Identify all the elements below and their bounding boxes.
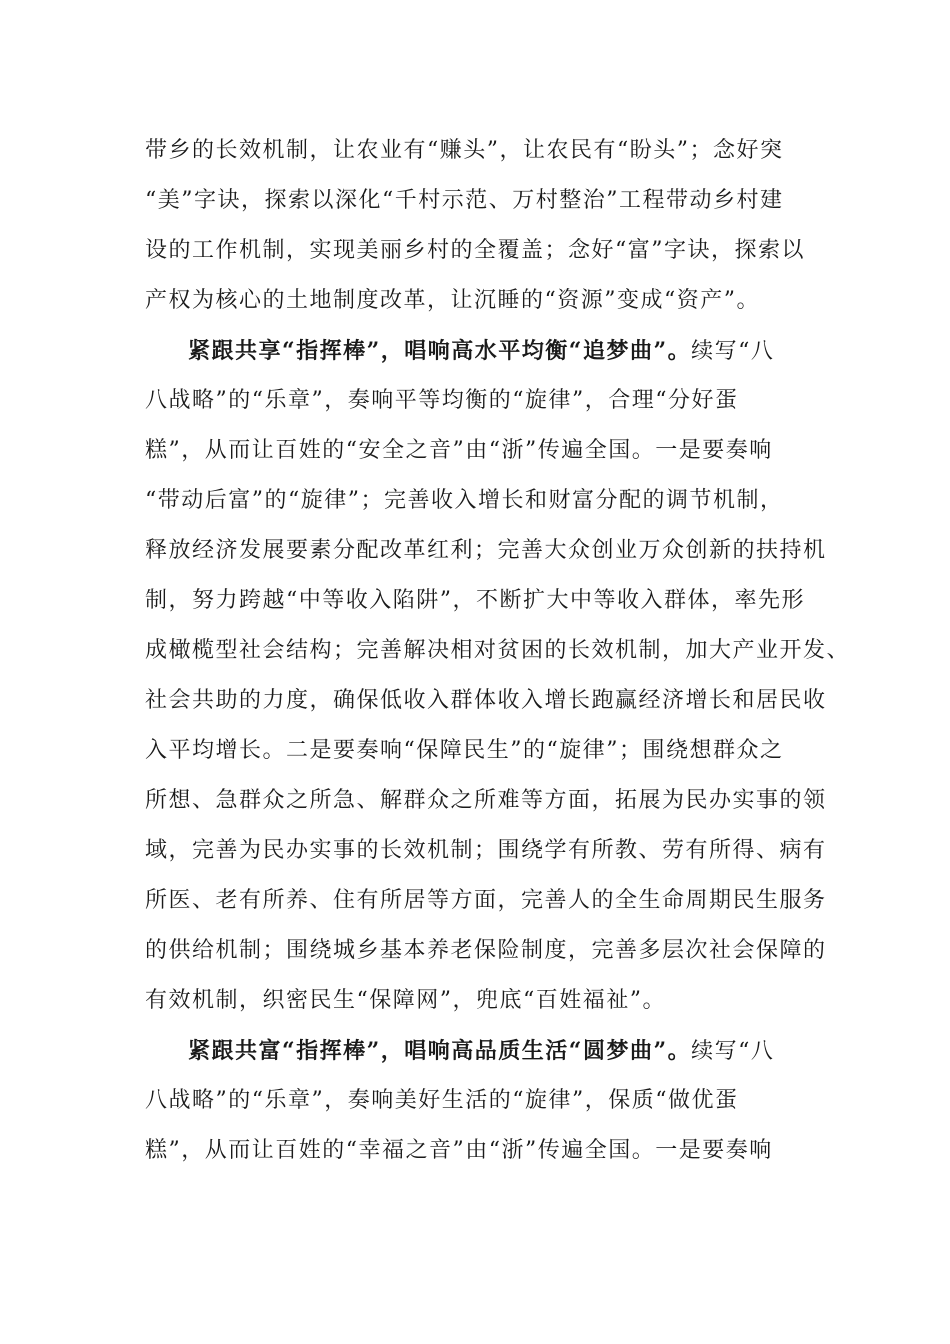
text-line: 糕”，从而让百姓的“安全之音”由“浙”传遍全国。一是要奏响 [145, 438, 773, 463]
text-line: 释放经济发展要素分配改革红利；完善大众创业万众创新的扶持机 [145, 538, 827, 563]
text-line: 糕”，从而让百姓的“幸福之音”由“浙”传遍全国。一是要奏响 [145, 1138, 773, 1163]
text-line: 成橄榄型社会结构；完善解决相对贫困的长效机制，加大产业开发、 [145, 638, 851, 663]
paragraph-heading: 紧跟共富“指挥棒”，唱响高品质生活“圆梦曲”。 [188, 1038, 692, 1064]
text-span: 续写“八 [691, 339, 775, 364]
text-span: 续写“八 [691, 1039, 775, 1064]
paragraph-first-line [188, 338, 774, 365]
text-line: “带动后富”的“旋律”；完善收入增长和财富分配的调节机制， [145, 488, 784, 513]
text-line: 产权为核心的土地制度改革，让沉睡的“资源”变成“资产”。 [145, 288, 760, 313]
text-line: 域，完善为民办实事的长效机制；围绕学有所教、劳有所得、病有 [145, 838, 827, 863]
text-line: 入平均增长。二是要奏响“保障民生”的“旋律”；围绕想群众之 [145, 738, 784, 763]
text-line: 设的工作机制，实现美丽乡村的全覆盖；念好“富”字诀，探索以 [145, 238, 805, 263]
text-line: 带乡的长效机制，让农业有“赚头”，让农民有“盼头”；念好突 [145, 138, 784, 163]
paragraph-heading: 紧跟共享“指挥棒”，唱响高水平均衡“追梦曲”。 [188, 338, 692, 364]
text-line: “美”字诀，探索以深化“千村示范、万村整治”工程带动乡村建 [145, 188, 784, 213]
text-line: 社会共助的力度，确保低收入群体收入增长跑赢经济增长和居民收 [145, 688, 827, 713]
text-line: 制，努力跨越“中等收入陷阱”，不断扩大中等收入群体，率先形 [145, 588, 805, 613]
text-line: 的供给机制；围绕城乡基本养老保险制度，完善多层次社会保障的 [145, 938, 827, 963]
text-line: 所医、老有所养、住有所居等方面，完善人的全生命周期民生服务 [145, 888, 827, 913]
text-line: 八战略”的“乐章”，奏响美好生活的“旋律”，保质“做优蛋 [145, 1088, 739, 1113]
paragraph-first-line [188, 1038, 774, 1065]
text-line: 八战略”的“乐章”，奏响平等均衡的“旋律”，合理“分好蛋 [145, 388, 739, 413]
text-line: 所想、急群众之所急、解群众之所难等方面，拓展为民办实事的领 [145, 788, 827, 813]
text-line: 有效机制，织密民生“保障网”，兜底“百姓福祉”。 [145, 988, 666, 1013]
